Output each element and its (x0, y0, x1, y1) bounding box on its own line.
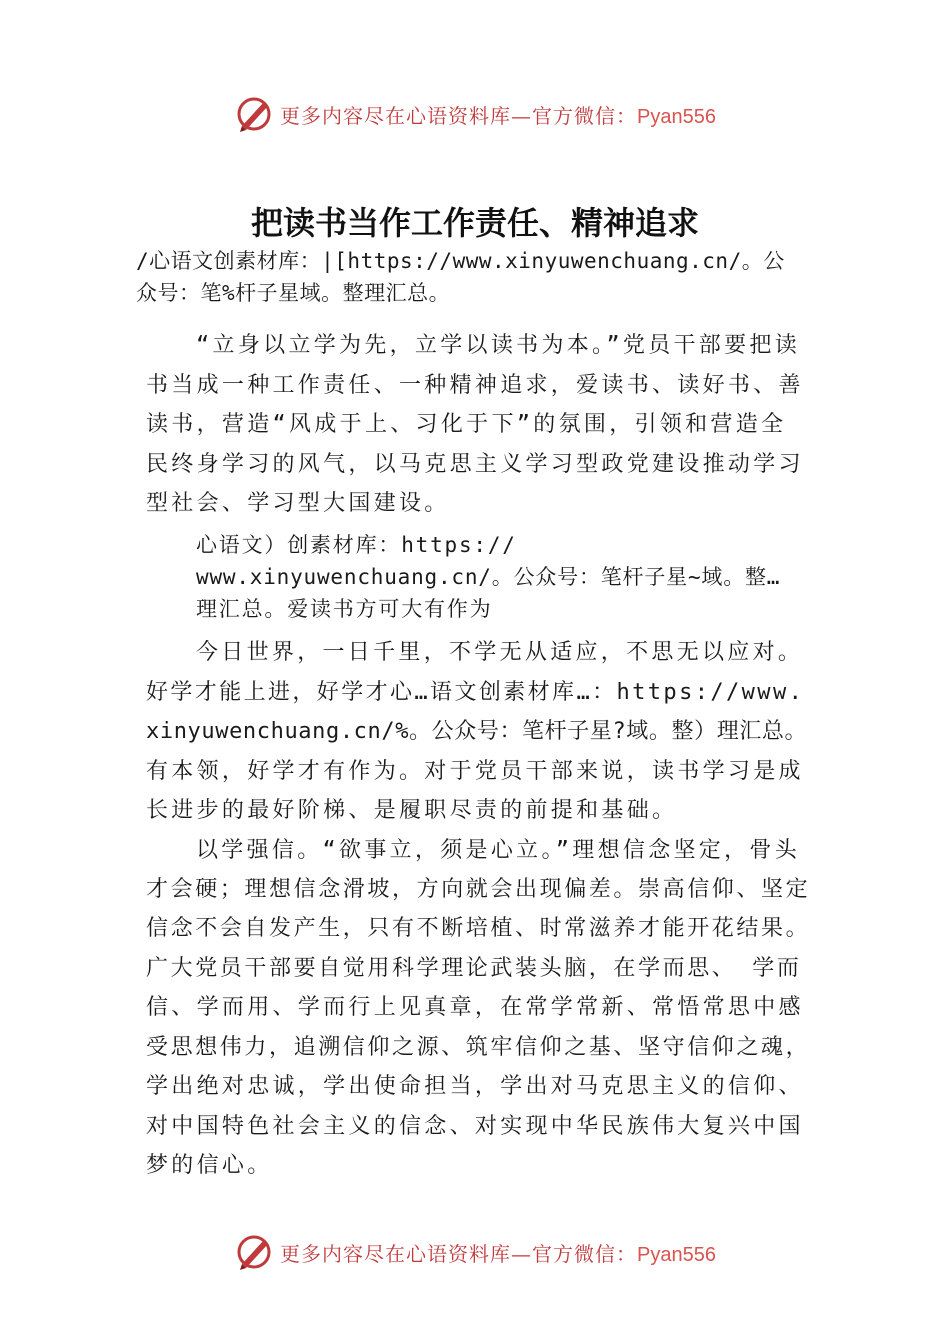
banner-text: 更多内容尽在心语资料库—官方微信：Pyan556 (280, 1241, 716, 1266)
source-line: /心语文创素材库：|[https://www.xinyuwenchuang.cn/。公 (136, 249, 785, 273)
source-line: 众号：笔%杆子星域。整理汇总。 (136, 281, 451, 305)
pen-logo-icon (234, 1232, 274, 1272)
body-line: 书当成一种工作责任、一种精神追求，爱读书、读好书、善 (146, 373, 804, 398)
body-line: 读书，营造“风成于上、习化于下”的氛围，引领和营造全 (146, 412, 787, 437)
body-line: 才会硬；理想信念滑坡，方向就会出现偏差。崇高信仰、坚定 (146, 877, 811, 902)
body-line: 信念不会自发产生，只有不断培植、时常滋养才能开花结果。 (146, 916, 811, 941)
body-line: 信、学而用、学而行上见真章，在常学常新、常悟常思中感 (146, 995, 804, 1020)
body-line: 梦的信心。 (146, 1153, 273, 1178)
body-line: 长进步的最好阶梯、是履职尽责的前提和基础。 (146, 798, 678, 823)
pen-logo-icon (234, 94, 274, 134)
document-title: 把读书当作工作责任、精神追求 (250, 204, 699, 242)
body-line: 有本领，好学才有作为。对于党员干部来说，读书学习是成 (146, 759, 804, 784)
body-line: 型社会、学习型大国建设。 (146, 491, 450, 516)
body-line: 民终身学习的风气，以马克思主义学习型政党建设推动学习 (146, 452, 804, 477)
body-line: 对中国特色社会主义的信念、对实现中华民族伟大复兴中国 (146, 1114, 804, 1139)
body-line: 广大党员干部要自觉用科学理论武装头脑，在学而思、 学而 (146, 956, 802, 981)
body-line: xinyuwenchuang.cn/%。公众号：笔杆子星?域。整）理汇总。 (146, 719, 808, 744)
body-line: “立身以立学为先，立学以读书为本。”党员干部要把读 (196, 333, 800, 358)
body-line: www.xinyuwenchuang.cn/。公众号：笔杆子星~域。整… (196, 565, 781, 589)
body-line: 好学才能上进，好学才心…语文创素材库…：https://www. (146, 680, 805, 705)
body-line: 学出绝对忠诚，学出使命担当，学出对马克思主义的信仰、 (146, 1074, 804, 1099)
footer-banner (0, 1230, 950, 1274)
body-line: 心语文）创素材库：https:// (196, 533, 517, 557)
body-line: 今日世界，一日千里，不学无从适应，不思无以应对。 (196, 640, 804, 665)
header-banner (0, 92, 950, 136)
section-heading: 理汇总。爱读书方可大有作为 (196, 597, 493, 621)
body-line: 受思想伟力，追溯信仰之源、筑牢信仰之基、坚守信仰之魂， (146, 1035, 811, 1060)
banner-text: 更多内容尽在心语资料库—官方微信：Pyan556 (280, 103, 716, 128)
body-line: 以学强信。“欲事立，须是心立。”理想信念坚定，骨头 (196, 838, 800, 863)
